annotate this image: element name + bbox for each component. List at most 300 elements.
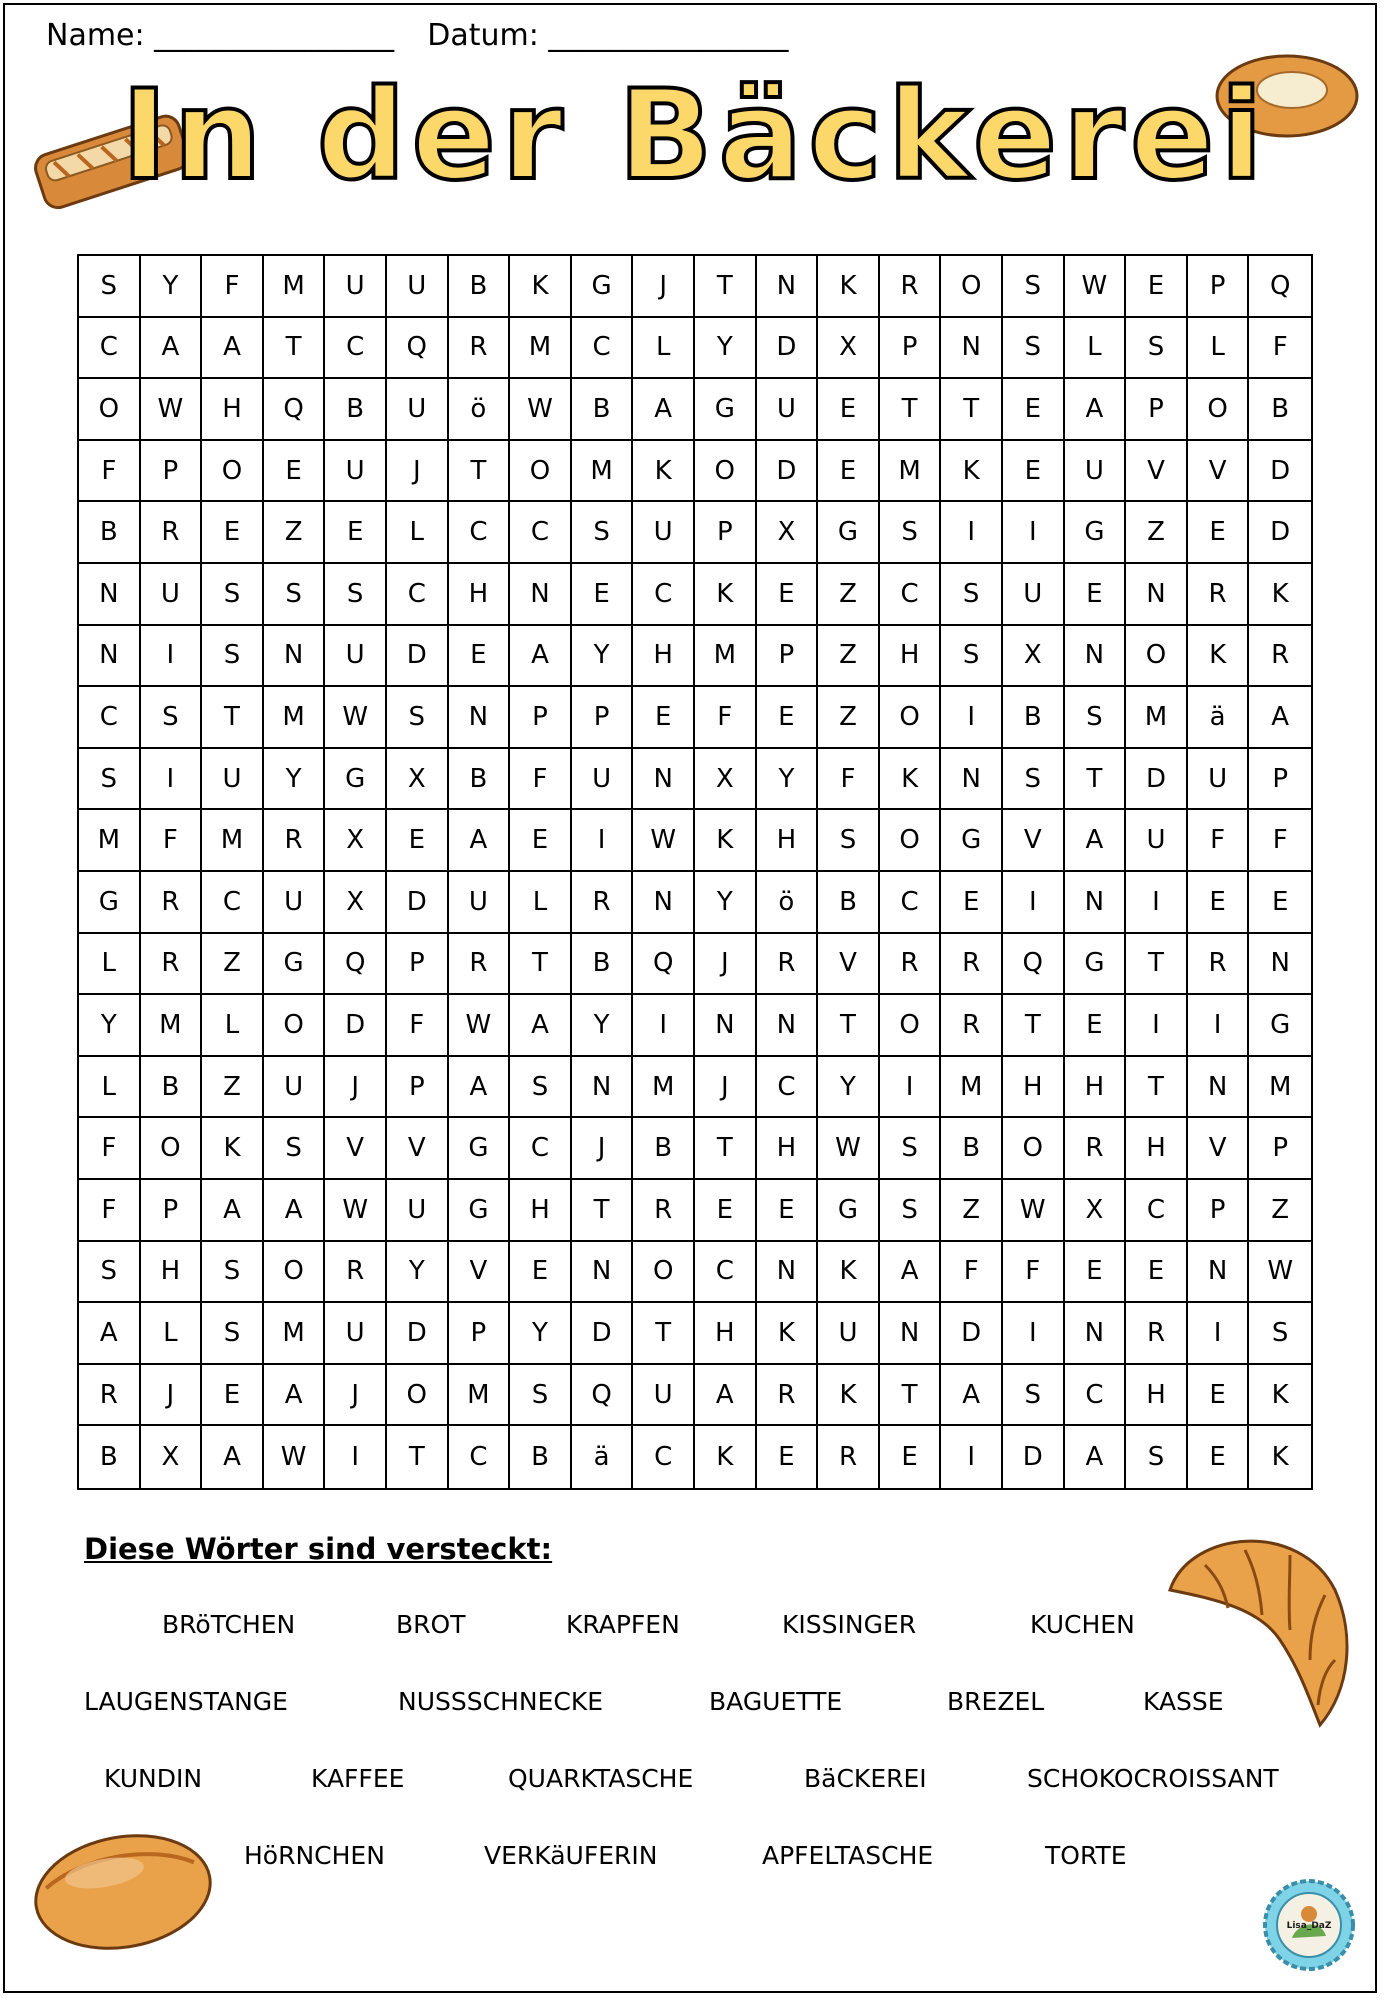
grid-cell[interactable]: T (510, 934, 572, 996)
grid-cell[interactable]: W (1249, 1242, 1311, 1304)
grid-cell[interactable]: S (510, 1365, 572, 1427)
grid-cell[interactable]: J (633, 256, 695, 318)
grid-cell[interactable]: B (79, 1426, 141, 1488)
grid-cell[interactable]: E (387, 810, 449, 872)
grid-cell[interactable]: S (880, 502, 942, 564)
grid-cell[interactable]: U (572, 749, 634, 811)
grid-cell[interactable]: X (141, 1426, 203, 1488)
grid-cell[interactable]: T (264, 318, 326, 380)
grid-cell[interactable]: Q (264, 379, 326, 441)
grid-cell[interactable]: B (941, 1118, 1003, 1180)
grid-cell[interactable]: S (79, 749, 141, 811)
grid-cell[interactable]: Q (572, 1365, 634, 1427)
grid-cell[interactable]: C (695, 1242, 757, 1304)
grid-cell[interactable]: F (387, 995, 449, 1057)
grid-cell[interactable]: R (264, 810, 326, 872)
grid-cell[interactable]: R (757, 934, 819, 996)
grid-cell[interactable]: E (818, 379, 880, 441)
grid-cell[interactable]: W (1065, 256, 1127, 318)
grid-cell[interactable]: R (1126, 1303, 1188, 1365)
grid-cell[interactable]: B (325, 379, 387, 441)
grid-cell[interactable]: P (1249, 749, 1311, 811)
grid-cell[interactable]: L (633, 318, 695, 380)
grid-cell[interactable]: K (202, 1118, 264, 1180)
grid-cell[interactable]: S (572, 502, 634, 564)
grid-cell[interactable]: N (510, 564, 572, 626)
grid-cell[interactable]: P (141, 441, 203, 503)
grid-cell[interactable]: D (757, 318, 819, 380)
grid-cell[interactable]: U (757, 379, 819, 441)
grid-cell[interactable]: O (695, 441, 757, 503)
grid-cell[interactable]: T (695, 256, 757, 318)
grid-cell[interactable]: W (325, 1180, 387, 1242)
grid-cell[interactable]: V (818, 934, 880, 996)
grid-cell[interactable]: N (1065, 872, 1127, 934)
grid-cell[interactable]: E (633, 687, 695, 749)
grid-cell[interactable]: M (264, 687, 326, 749)
grid-cell[interactable]: U (633, 502, 695, 564)
grid-cell[interactable]: A (264, 1365, 326, 1427)
grid-cell[interactable]: B (572, 379, 634, 441)
grid-cell[interactable]: Q (633, 934, 695, 996)
grid-cell[interactable]: H (757, 810, 819, 872)
grid-cell[interactable]: N (757, 995, 819, 1057)
grid-cell[interactable]: G (1249, 995, 1311, 1057)
grid-cell[interactable]: Q (1003, 934, 1065, 996)
grid-cell[interactable]: D (325, 995, 387, 1057)
grid-cell[interactable]: T (202, 687, 264, 749)
grid-cell[interactable]: C (757, 1057, 819, 1119)
grid-cell[interactable]: N (695, 995, 757, 1057)
grid-cell[interactable]: U (202, 749, 264, 811)
grid-cell[interactable]: V (1003, 810, 1065, 872)
grid-cell[interactable]: O (79, 379, 141, 441)
grid-cell[interactable]: O (880, 810, 942, 872)
grid-cell[interactable]: B (572, 934, 634, 996)
grid-cell[interactable]: R (141, 502, 203, 564)
grid-cell[interactable]: E (1188, 502, 1250, 564)
grid-cell[interactable]: E (202, 1365, 264, 1427)
grid-cell[interactable]: F (79, 1180, 141, 1242)
grid-cell[interactable]: C (633, 564, 695, 626)
grid-cell[interactable]: P (510, 687, 572, 749)
grid-cell[interactable]: L (1065, 318, 1127, 380)
grid-cell[interactable]: K (941, 441, 1003, 503)
grid-cell[interactable]: N (572, 1242, 634, 1304)
grid-cell[interactable]: D (1249, 441, 1311, 503)
grid-cell[interactable]: Q (325, 934, 387, 996)
grid-cell[interactable]: O (1126, 626, 1188, 688)
grid-cell[interactable]: T (695, 1118, 757, 1180)
grid-cell[interactable]: U (325, 441, 387, 503)
grid-cell[interactable]: E (449, 626, 511, 688)
grid-cell[interactable]: R (633, 1180, 695, 1242)
grid-cell[interactable]: I (1126, 872, 1188, 934)
grid-cell[interactable]: W (264, 1426, 326, 1488)
grid-cell[interactable]: I (325, 1426, 387, 1488)
grid-cell[interactable]: S (325, 564, 387, 626)
grid-cell[interactable]: J (572, 1118, 634, 1180)
grid-cell[interactable]: N (757, 1242, 819, 1304)
grid-cell[interactable]: E (757, 1180, 819, 1242)
grid-cell[interactable]: H (633, 626, 695, 688)
grid-cell[interactable]: D (941, 1303, 1003, 1365)
grid-cell[interactable]: I (1003, 872, 1065, 934)
grid-cell[interactable]: T (1003, 995, 1065, 1057)
grid-cell[interactable]: M (449, 1365, 511, 1427)
grid-cell[interactable]: I (141, 626, 203, 688)
grid-cell[interactable]: I (941, 687, 1003, 749)
grid-cell[interactable]: S (1126, 318, 1188, 380)
grid-cell[interactable]: ä (1188, 687, 1250, 749)
grid-cell[interactable]: O (941, 256, 1003, 318)
grid-cell[interactable]: O (880, 687, 942, 749)
grid-cell[interactable]: ö (449, 379, 511, 441)
grid-cell[interactable]: X (695, 749, 757, 811)
grid-cell[interactable]: D (387, 626, 449, 688)
grid-cell[interactable]: W (633, 810, 695, 872)
grid-cell[interactable]: O (264, 995, 326, 1057)
grid-cell[interactable]: K (880, 749, 942, 811)
grid-cell[interactable]: X (387, 749, 449, 811)
grid-cell[interactable]: I (941, 502, 1003, 564)
grid-cell[interactable]: O (1188, 379, 1250, 441)
grid-cell[interactable]: E (695, 1180, 757, 1242)
grid-cell[interactable]: G (818, 502, 880, 564)
grid-cell[interactable]: E (510, 1242, 572, 1304)
grid-cell[interactable]: A (695, 1365, 757, 1427)
grid-cell[interactable]: S (1126, 1426, 1188, 1488)
grid-cell[interactable]: Y (572, 626, 634, 688)
grid-cell[interactable]: V (1126, 441, 1188, 503)
grid-cell[interactable]: X (1003, 626, 1065, 688)
grid-cell[interactable]: S (202, 626, 264, 688)
grid-cell[interactable]: J (325, 1057, 387, 1119)
grid-cell[interactable]: P (572, 687, 634, 749)
grid-cell[interactable]: T (449, 441, 511, 503)
grid-cell[interactable]: H (880, 626, 942, 688)
grid-cell[interactable]: I (141, 749, 203, 811)
grid-cell[interactable]: R (449, 934, 511, 996)
grid-cell[interactable]: T (1065, 749, 1127, 811)
grid-cell[interactable]: S (818, 810, 880, 872)
grid-cell[interactable]: R (818, 1426, 880, 1488)
grid-cell[interactable]: E (202, 502, 264, 564)
grid-cell[interactable]: L (79, 934, 141, 996)
grid-cell[interactable]: N (1249, 934, 1311, 996)
grid-cell[interactable]: ö (757, 872, 819, 934)
grid-cell[interactable]: F (1188, 810, 1250, 872)
grid-cell[interactable]: N (1065, 1303, 1127, 1365)
grid-cell[interactable]: F (141, 810, 203, 872)
grid-cell[interactable]: N (1188, 1242, 1250, 1304)
grid-cell[interactable]: J (695, 1057, 757, 1119)
grid-cell[interactable]: E (757, 564, 819, 626)
grid-cell[interactable]: P (141, 1180, 203, 1242)
grid-cell[interactable]: U (387, 256, 449, 318)
grid-cell[interactable]: E (572, 564, 634, 626)
grid-cell[interactable]: G (79, 872, 141, 934)
grid-cell[interactable]: F (695, 687, 757, 749)
grid-cell[interactable]: S (1249, 1303, 1311, 1365)
grid-cell[interactable]: E (1003, 379, 1065, 441)
grid-cell[interactable]: F (818, 749, 880, 811)
grid-cell[interactable]: K (1271, 1442, 1289, 1473)
grid-cell[interactable]: E (1249, 872, 1311, 934)
grid-cell[interactable]: K (818, 1242, 880, 1304)
grid-cell[interactable]: O (387, 1365, 449, 1427)
grid-cell[interactable]: H (1003, 1057, 1065, 1119)
grid-cell[interactable]: C (449, 1426, 511, 1488)
grid-cell[interactable]: F (79, 441, 141, 503)
grid-cell[interactable]: Z (1126, 502, 1188, 564)
grid-cell[interactable]: P (880, 318, 942, 380)
grid-cell[interactable]: E (818, 441, 880, 503)
grid-cell[interactable]: B (79, 502, 141, 564)
grid-cell[interactable]: W (818, 1118, 880, 1180)
grid-cell[interactable]: M (880, 441, 942, 503)
grid-cell[interactable]: O (264, 1242, 326, 1304)
grid-cell[interactable]: S (264, 564, 326, 626)
grid-cell[interactable]: E (1188, 1426, 1250, 1488)
grid-cell[interactable]: K (1188, 626, 1250, 688)
grid-cell[interactable]: S (202, 564, 264, 626)
grid-cell[interactable]: A (202, 1426, 264, 1488)
grid-cell[interactable]: X (757, 502, 819, 564)
grid-cell[interactable]: U (325, 256, 387, 318)
grid-cell[interactable]: R (1188, 564, 1250, 626)
grid-cell[interactable]: L (387, 502, 449, 564)
grid-cell[interactable]: G (449, 1118, 511, 1180)
grid-cell[interactable]: G (941, 810, 1003, 872)
grid-cell[interactable]: Q (387, 318, 449, 380)
grid-cell[interactable]: U (325, 1303, 387, 1365)
grid-cell[interactable]: ä (572, 1426, 634, 1488)
grid-cell[interactable]: O (880, 995, 942, 1057)
grid-cell[interactable]: H (202, 379, 264, 441)
grid-cell[interactable]: G (695, 379, 757, 441)
grid-cell[interactable]: W (510, 379, 572, 441)
grid-cell[interactable]: S (79, 256, 141, 318)
grid-cell[interactable]: G (572, 256, 634, 318)
grid-cell[interactable]: R (325, 1242, 387, 1304)
grid-cell[interactable]: A (141, 318, 203, 380)
grid-cell[interactable]: G (449, 1180, 511, 1242)
grid-cell[interactable]: Y (695, 872, 757, 934)
grid-cell[interactable]: C (79, 687, 141, 749)
grid-cell[interactable]: S (1003, 749, 1065, 811)
grid-cell[interactable]: K (1249, 1365, 1311, 1427)
grid-cell[interactable]: P (757, 626, 819, 688)
grid-cell[interactable]: C (79, 318, 141, 380)
grid-cell[interactable]: S (202, 1242, 264, 1304)
grid-cell[interactable]: E (1126, 256, 1188, 318)
grid-cell[interactable]: L (510, 872, 572, 934)
grid-cell[interactable]: U (1126, 810, 1188, 872)
grid-cell[interactable]: C (449, 502, 511, 564)
grid-cell[interactable]: A (510, 995, 572, 1057)
grid-cell[interactable]: K (510, 256, 572, 318)
grid-cell[interactable]: D (1249, 502, 1311, 564)
grid-cell[interactable]: J (325, 1365, 387, 1427)
grid-cell[interactable]: O (510, 441, 572, 503)
grid-cell[interactable]: K (633, 441, 695, 503)
grid-cell[interactable]: N (633, 872, 695, 934)
grid-cell[interactable]: U (264, 872, 326, 934)
grid-cell[interactable]: Y (695, 318, 757, 380)
grid-cell[interactable]: N (880, 1303, 942, 1365)
grid-cell[interactable]: Z (818, 687, 880, 749)
grid-cell[interactable]: T (633, 1303, 695, 1365)
grid-cell[interactable]: A (1065, 379, 1127, 441)
grid-cell[interactable]: G (264, 934, 326, 996)
grid-cell[interactable]: Z (818, 626, 880, 688)
grid-cell[interactable]: P (387, 934, 449, 996)
grid-cell[interactable]: F (79, 1118, 141, 1180)
grid-cell[interactable]: A (633, 379, 695, 441)
grid-cell[interactable]: D (1126, 749, 1188, 811)
grid-cell[interactable]: N (264, 626, 326, 688)
grid-cell[interactable]: I (1003, 502, 1065, 564)
grid-cell[interactable]: R (141, 934, 203, 996)
grid-cell[interactable]: O (141, 1118, 203, 1180)
grid-cell[interactable]: U (387, 379, 449, 441)
grid-cell[interactable]: P (1188, 1180, 1250, 1242)
grid-cell[interactable]: S (880, 1118, 942, 1180)
grid-cell[interactable]: B (1003, 687, 1065, 749)
grid-cell[interactable]: E (757, 687, 819, 749)
grid-cell[interactable]: H (1065, 1057, 1127, 1119)
grid-cell[interactable]: B (1249, 379, 1311, 441)
grid-cell[interactable]: U (325, 626, 387, 688)
grid-cell[interactable]: B (633, 1118, 695, 1180)
grid-cell[interactable]: S (264, 1118, 326, 1180)
grid-cell[interactable]: P (1249, 1118, 1311, 1180)
grid-cell[interactable]: R (1065, 1118, 1127, 1180)
grid-cell[interactable]: R (79, 1365, 141, 1427)
grid-cell[interactable]: M (510, 318, 572, 380)
grid-cell[interactable]: M (1249, 1057, 1311, 1119)
grid-cell[interactable]: N (1188, 1057, 1250, 1119)
grid-cell[interactable]: G (818, 1180, 880, 1242)
grid-cell[interactable]: M (202, 810, 264, 872)
grid-cell[interactable]: P (449, 1303, 511, 1365)
grid-cell[interactable]: M (264, 1303, 326, 1365)
grid-cell[interactable]: F (202, 256, 264, 318)
grid-cell[interactable]: T (880, 379, 942, 441)
grid-cell[interactable]: I (1003, 1303, 1065, 1365)
grid-cell[interactable]: Z (264, 502, 326, 564)
grid-cell[interactable]: M (1126, 687, 1188, 749)
grid-cell[interactable]: O (1003, 1118, 1065, 1180)
grid-cell[interactable]: P (1188, 256, 1250, 318)
grid-cell[interactable]: Z (941, 1180, 1003, 1242)
grid-cell[interactable]: V (1188, 441, 1250, 503)
grid-cell[interactable]: Z (202, 934, 264, 996)
grid-cell[interactable]: A (1249, 687, 1311, 749)
grid-cell[interactable]: K (695, 1426, 757, 1488)
grid-cell[interactable]: Y (572, 995, 634, 1057)
grid-cell[interactable]: I (880, 1057, 942, 1119)
grid-cell[interactable]: E (757, 1426, 819, 1488)
grid-cell[interactable]: K (757, 1303, 819, 1365)
grid-cell[interactable]: Y (757, 749, 819, 811)
grid-cell[interactable]: X (818, 318, 880, 380)
grid-cell[interactable]: R (880, 256, 942, 318)
grid-cell[interactable]: N (572, 1057, 634, 1119)
grid-cell[interactable]: J (387, 441, 449, 503)
grid-cell[interactable]: R (449, 318, 511, 380)
grid-cell[interactable]: S (1003, 318, 1065, 380)
grid-cell[interactable]: S (510, 1057, 572, 1119)
grid-cell[interactable]: Y (264, 749, 326, 811)
grid-cell[interactable]: Y (818, 1057, 880, 1119)
grid-cell[interactable]: C (572, 318, 634, 380)
grid-cell[interactable]: T (941, 379, 1003, 441)
grid-cell[interactable]: A (79, 1303, 141, 1365)
grid-cell[interactable]: D (1003, 1426, 1065, 1488)
grid-cell[interactable]: U (449, 872, 511, 934)
grid-cell[interactable]: R (941, 934, 1003, 996)
grid-cell[interactable]: C (510, 1118, 572, 1180)
grid-cell[interactable]: U (141, 564, 203, 626)
grid-cell[interactable]: A (264, 1180, 326, 1242)
grid-cell[interactable]: S (1003, 1365, 1065, 1427)
grid-cell[interactable]: B (510, 1426, 572, 1488)
grid-cell[interactable]: H (1126, 1118, 1188, 1180)
grid-cell[interactable]: D (572, 1303, 634, 1365)
grid-cell[interactable]: W (1003, 1180, 1065, 1242)
grid-cell[interactable]: X (325, 872, 387, 934)
grid-cell[interactable]: G (1065, 502, 1127, 564)
grid-cell[interactable]: E (1188, 1365, 1250, 1427)
grid-cell[interactable]: M (79, 810, 141, 872)
grid-cell[interactable]: K (1249, 564, 1311, 626)
grid-cell[interactable]: P (387, 1057, 449, 1119)
grid-cell[interactable]: C (633, 1426, 695, 1488)
grid-cell[interactable]: W (141, 379, 203, 441)
grid-cell[interactable]: F (1249, 810, 1311, 872)
grid-cell[interactable]: X (325, 810, 387, 872)
grid-cell[interactable]: E (1126, 1242, 1188, 1304)
grid-cell[interactable]: O (633, 1242, 695, 1304)
grid-cell[interactable]: S (941, 626, 1003, 688)
grid-cell[interactable]: G (1065, 934, 1127, 996)
grid-cell[interactable]: N (79, 564, 141, 626)
grid-cell[interactable]: K (818, 1365, 880, 1427)
grid-cell[interactable]: U (387, 1180, 449, 1242)
grid-cell[interactable]: B (449, 749, 511, 811)
grid-cell[interactable]: N (1065, 626, 1127, 688)
grid-cell[interactable]: E (325, 502, 387, 564)
grid-cell[interactable]: E (941, 872, 1003, 934)
grid-cell[interactable]: S (79, 1242, 141, 1304)
grid-cell[interactable]: A (880, 1242, 942, 1304)
grid-cell[interactable]: A (202, 318, 264, 380)
grid-cell[interactable]: N (633, 749, 695, 811)
grid-cell[interactable]: J (695, 934, 757, 996)
grid-cell[interactable]: U (1003, 564, 1065, 626)
date-field[interactable]: Datum: ________________ (427, 18, 789, 53)
grid-cell[interactable]: C (880, 564, 942, 626)
grid-cell[interactable]: B (818, 872, 880, 934)
grid-cell[interactable]: A (1065, 1426, 1127, 1488)
grid-cell[interactable]: E (264, 441, 326, 503)
grid-cell[interactable]: M (633, 1057, 695, 1119)
grid-cell[interactable]: U (1188, 749, 1250, 811)
grid-cell[interactable]: H (141, 1242, 203, 1304)
grid-cell[interactable]: K (695, 810, 757, 872)
